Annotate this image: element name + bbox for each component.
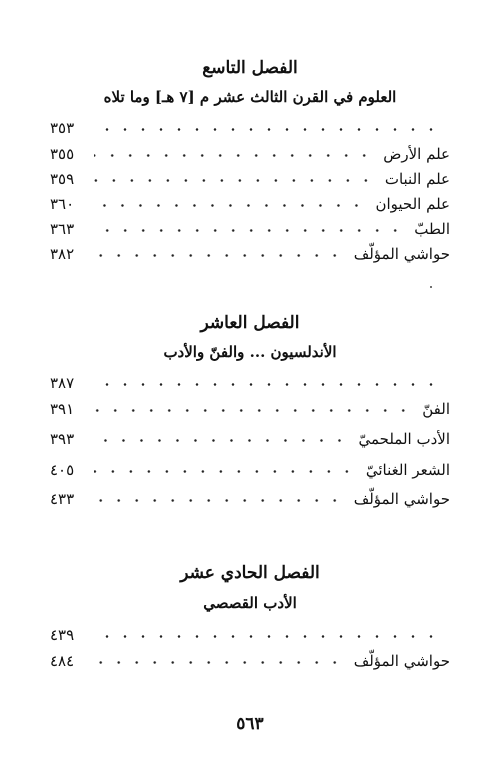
stray-mark [430, 286, 432, 288]
toc-entry-label: حواشي المؤلّف [353, 652, 450, 670]
chapter-10-subtitle: الأندلسيون ... والفنّ والأدب [163, 343, 337, 361]
toc-leader-dots [94, 398, 412, 420]
chapter-9-title: الفصل التاسع [202, 58, 298, 78]
toc-entry-page: ٤٣٣ [50, 490, 75, 508]
toc-leader-dots [94, 218, 404, 240]
toc-entry-label: حواشي المؤلّف [353, 490, 450, 508]
toc-leader-dots [94, 243, 344, 265]
toc-leader-dots [94, 624, 440, 646]
toc-entry-page: ٣٨٢ [50, 245, 75, 263]
toc-entry [50, 143, 450, 165]
toc-entry-page: ٣٦٠ [50, 195, 75, 213]
toc-entry-label: علم الحيوان [375, 195, 450, 213]
toc-entry-page: ٣٦٣ [50, 220, 75, 238]
toc-entry-label: علم الأرض [383, 145, 450, 163]
toc-leader-dots [94, 168, 375, 190]
toc-leader-dots [94, 143, 373, 165]
toc-leader-dots [94, 193, 365, 215]
toc-entry [50, 459, 450, 481]
toc-entry [50, 243, 450, 265]
toc-entry-label: الطبّ [414, 220, 450, 238]
toc-entry-page: ٣٥٩ [50, 170, 75, 188]
toc-entry [50, 398, 450, 420]
toc-entry-page: ٣٨٧ [50, 374, 75, 392]
toc-entry-label: حواشي المؤلّف [353, 245, 450, 263]
toc-leader-dots [94, 372, 440, 394]
toc-entry [50, 168, 450, 190]
toc-entry-label: الشعر الغنائيّ [365, 461, 450, 479]
toc-entry [50, 117, 450, 139]
toc-entry-page: ٣٥٥ [50, 145, 75, 163]
toc-entry [50, 218, 450, 240]
toc-entry [50, 488, 450, 510]
chapter-11-subtitle: الأدب القصصي [203, 594, 297, 612]
toc-entry [50, 193, 450, 215]
chapter-10-title: الفصل العاشر [200, 313, 300, 333]
toc-entry-page: ٤٠٥ [50, 461, 75, 479]
toc-entry-label: الفنّ [422, 400, 450, 418]
chapter-9-subtitle: العلوم في القرن الثالث عشر م [٧ هـ] وما تلاه [103, 88, 397, 106]
toc-entry-page: ٤٣٩ [50, 626, 75, 644]
toc-entry [50, 650, 450, 672]
toc-entry [50, 372, 450, 394]
toc-leader-dots [94, 459, 356, 481]
toc-entry-page: ٤٨٤ [50, 652, 75, 670]
toc-leader-dots [94, 488, 344, 510]
toc-entry [50, 428, 450, 450]
toc-entry-label: علم النبات [384, 170, 450, 188]
toc-entry-page: ٣٩١ [50, 400, 75, 418]
toc-entry-label: الأدب الملحميّ [358, 430, 450, 448]
toc-leader-dots [94, 428, 348, 450]
toc-entry-page: ٣٥٣ [50, 119, 75, 137]
toc-leader-dots [94, 117, 440, 139]
chapter-11-title: الفصل الحادي عشر [180, 563, 320, 583]
toc-entry [50, 624, 450, 646]
toc-leader-dots [94, 650, 344, 672]
toc-entry-page: ٣٩٣ [50, 430, 75, 448]
page-number: ٥٦٣ [236, 714, 264, 734]
